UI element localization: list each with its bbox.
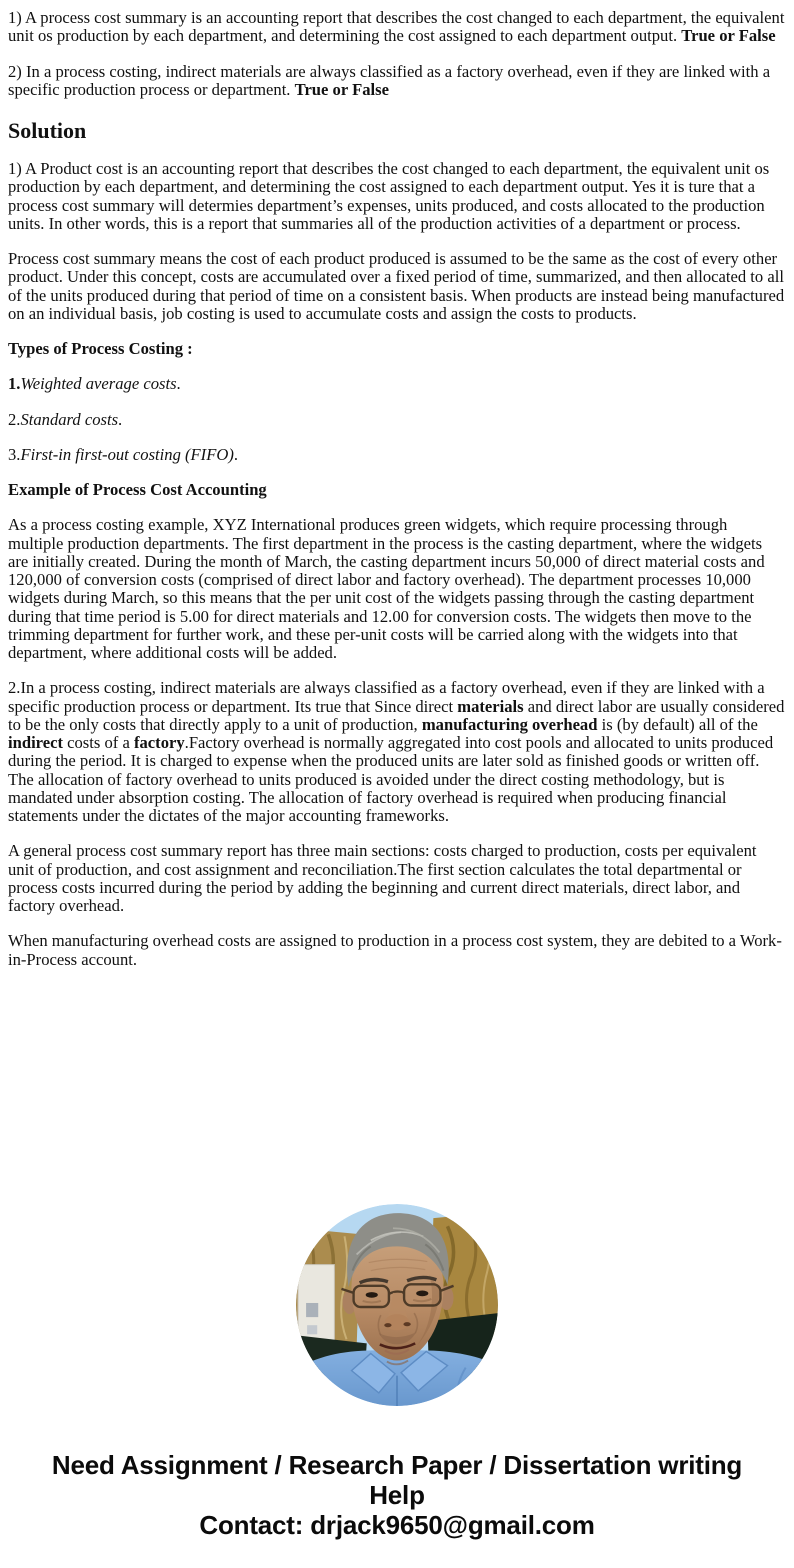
report-sections-paragraph: A general process cost summary report has three main sections: costs charged to production, costs per equivalent unit of production, and cost assignment and reconciliation.The first section calculates the total departmental or process costs incurred during the period by adding the beginning and current direct materials, direct labor, and factory overhead. — [8, 841, 757, 916]
answer-2-paragraph: 2.In a process costing, indirect materials are always classified as a factory overhead, even if they are linked with a specific production process or department. Its true that Since direct materials and direct labor are usually considered to be the only costs that directly apply to a unit of production, manufacturing overhead is (by default) all of the indirect costs of a factory.Factory overhead is normally aggregated into cost pools and allocated to units produced during the period. It is charged to expense when the produced units are later sold as finished goods or written off. The allocation of factory overhead to units produced is avoided under the direct costing methodology, but is mandated under absorption costing. The allocation of factory overhead is required when producing financial statements under the dictates of the major accounting frameworks. — [8, 678, 785, 826]
solution-heading: Solution — [8, 118, 87, 143]
costing-type-1: 1.Weighted average costs. — [8, 374, 181, 394]
author-portrait-illustration — [296, 1204, 498, 1406]
example-heading: Example of Process Cost Accounting — [8, 480, 267, 500]
example-paragraph: As a process costing example, XYZ International produces green widgets, which require processing through multiple production departments. The first department in the process is the casting department, where the widgets are initially created. During the month of March, the casting department incurs 50,000 of direct material costs and 120,000 of conversion costs (comprised of direct labor and factory overhead). The department processes 10,000 widgets during March, so this means that the per unit cost of the widgets passing through the casting department during that time period is 5.00 for direct materials and 12.00 for conversion costs. The widgets then move to the trimming department for further work, and these per-unit costs will be carried along with the widgets into that department, where additional costs will be added. — [8, 515, 765, 663]
contact-banner — [8, 1450, 786, 1540]
banner-help-text: Need Assignment / Research Paper / Dissertation writing Help — [51, 1449, 743, 1510]
question-1: 1) A process cost summary is an accounting report that describes the cost changed to each department, the equivalent unit os production by each department, and determining the cost assigned to each department output. True or False — [8, 8, 785, 46]
solution-paragraph-1: 1) A Product cost is an accounting report that describes the cost changed to each department, the equivalent unit os production by each department, and determining the cost assigned to each department output. Yes it is ture that a process cost summary will determies department’s expenses, units produced, and costs allocated to the production units. In other words, this is a report that summaries all of the production activities of a department or process. — [8, 159, 770, 233]
costing-type-2: 2.Standard costs. — [8, 409, 123, 429]
question-2: 2) In a process costing, indirect materials are always classified as a factory overhead, even if they are linked with a specific production process or department. True or False — [8, 61, 771, 99]
types-of-process-costing-heading: Types of Process Costing : — [8, 339, 193, 359]
author-photo — [296, 1204, 498, 1406]
costing-type-3: 3.First-in first-out costing (FIFO). — [8, 444, 239, 464]
work-in-process-paragraph: When manufacturing overhead costs are assigned to production in a process cost system, they are debited to a Work-in-Process account. — [8, 931, 782, 969]
whitespace-spacer — [8, 986, 786, 1204]
banner-contact-email: Contact: drjack9650@gmail.com — [199, 1509, 595, 1540]
solution-paragraph-2: Process cost summary means the cost of each product produced is assumed to be the same as the cost of every other product. Under this concept, costs are accumulated over a fixed period of time, summarized, and then allocated to all of the units produced during that period of time on a consistent basis. When products are instead being manufactured on an individual basis, job costing is used to accumulate costs and assign the costs to products. — [8, 249, 785, 323]
